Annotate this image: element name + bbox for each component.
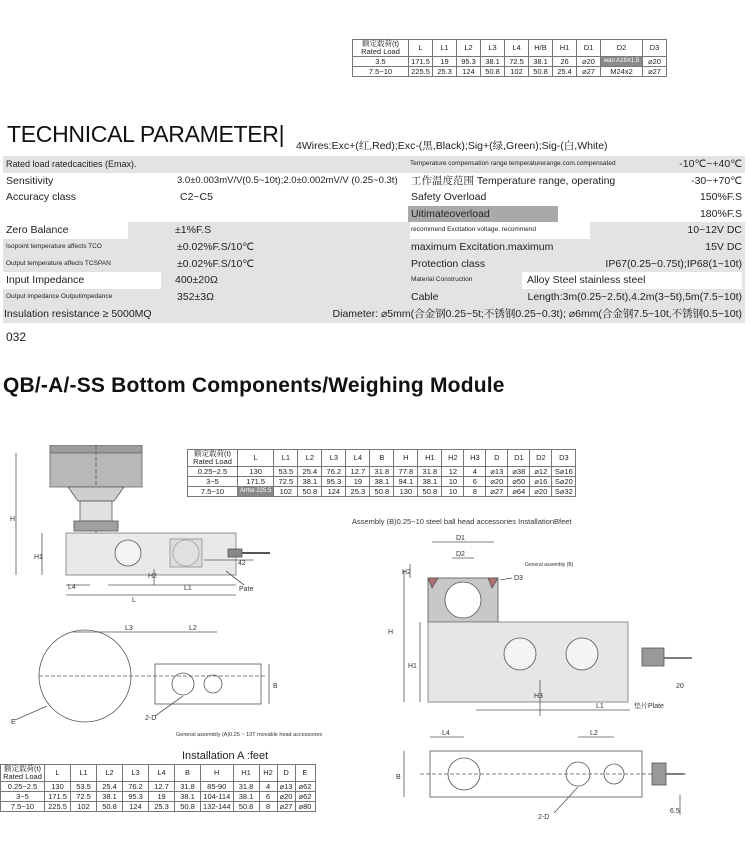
table-header-cell: L1: [274, 450, 298, 467]
dim-label-h2: H2: [148, 573, 157, 580]
table-row: [1, 782, 316, 792]
table-cell: 31.8: [175, 782, 201, 792]
table-header-cell: D3: [552, 450, 576, 467]
table-cell: 50.8: [481, 67, 505, 77]
table-cell: ⌀62: [295, 782, 315, 792]
parameter-row: [3, 306, 745, 323]
parameter-value: ±1%F.S: [175, 224, 212, 236]
parameter-row: [3, 189, 745, 206]
parameter-value-2: -10℃~+40℃: [679, 158, 742, 170]
parameter-value-2: IP67(0.25~0.75t);IP68(1~10t): [605, 258, 742, 270]
dim-label-l2-b: L2: [590, 730, 598, 737]
parameter-value-2: -30~+70℃: [691, 175, 742, 187]
parameter-label: Output temperature affects TCSPAN: [6, 260, 111, 267]
table-cell: 38.1: [233, 792, 259, 802]
table-cell: 25.4: [97, 782, 123, 792]
table-cell: 38.1: [298, 477, 322, 487]
table-cell: 225.5: [45, 802, 71, 812]
table-header-cell: H1: [418, 450, 442, 467]
table-cell: 26: [553, 57, 577, 67]
table-row: [1, 802, 316, 812]
parameter-label: Sensitivity: [6, 175, 54, 187]
table-header-cell: D: [486, 450, 508, 467]
table-cell: 38.1: [418, 477, 442, 487]
parameter-label: Input Impedance: [6, 274, 85, 286]
table-cell: 132-144: [201, 802, 234, 812]
parameter-row: [3, 239, 745, 256]
plate-label: 垫片Plate: [634, 703, 664, 710]
parameter-value: 3.0±0.003mV/V(0.5~10t);2.0±0.002mV/V (0.25~0.3t): [177, 175, 398, 186]
table-cell: 38.1: [529, 57, 553, 67]
installation-a-title: Installation A :feet: [182, 750, 269, 762]
table-cell: 104-114: [201, 792, 234, 802]
parameter-row: [3, 222, 745, 239]
general-assembly-a-note: General assembly (A)0.25 ~ 10T movable head accessories: [176, 732, 323, 738]
table-cell: 50.8: [529, 67, 553, 77]
table-cell: 50.8: [97, 802, 123, 812]
table-cell: 8: [259, 802, 277, 812]
table-cell: 0.25~2.5: [188, 467, 238, 477]
table-cell: 8: [464, 487, 486, 497]
table-cell: 4: [259, 782, 277, 792]
dim-label-2d-b: 2-D: [538, 814, 550, 821]
table-cell: ⌀80: [295, 802, 315, 812]
table-cell: 124: [457, 67, 481, 77]
table-cell: 31.8: [233, 782, 259, 792]
dim-label-42: 42: [238, 560, 246, 567]
dim-label-l4: L4: [68, 584, 76, 591]
table-cell: 94.1: [394, 477, 418, 487]
table-cell: 6: [259, 792, 277, 802]
table-cell: 72.5: [505, 57, 529, 67]
parameter-label: Output impedance Outputimpedance: [6, 293, 113, 300]
parameter-value-2: 10~12V DC: [687, 224, 742, 236]
table-cell: 50.8: [233, 802, 259, 812]
table-cell: 4: [464, 467, 486, 477]
table-header-row: [353, 40, 667, 57]
table-header-cell: 额定载荷(t) Rated Load: [353, 40, 409, 57]
table-cell: 50.8: [370, 487, 394, 497]
table-cell: 72.5: [71, 792, 97, 802]
dim-label-20: 20: [676, 683, 684, 690]
dim-label-h1: H1: [34, 554, 43, 561]
table-row: [353, 67, 667, 77]
table-cell: 130: [394, 487, 418, 497]
table-cell: 124: [123, 802, 149, 812]
table-header-cell: L: [238, 450, 274, 467]
table-cell: ⌀20: [530, 487, 552, 497]
dim-label-h1-b: H1: [408, 663, 417, 670]
parameter-row: [3, 173, 745, 190]
table-header-cell: H: [201, 765, 234, 782]
parameter-label-2: Temperature compensation range temperaturerange.com.compensated: [410, 160, 616, 167]
parameter-label: Accuracy class: [6, 191, 77, 203]
table-cell: 25.3: [149, 802, 175, 812]
general-assembly-b-note: General assembly (B): [525, 562, 574, 568]
table-cell: 171.5: [409, 57, 433, 67]
dim-label-e: E: [11, 719, 16, 726]
table-header-cell: B: [175, 765, 201, 782]
table-header-cell: H1: [553, 40, 577, 57]
parameter-value: 400±20Ω: [175, 274, 218, 286]
table-cell: 95.3: [457, 57, 481, 67]
parameter-value-2: 15V DC: [705, 241, 742, 253]
table-header-cell: D: [277, 765, 295, 782]
table-cell: 3.5: [353, 57, 409, 67]
table-header-cell: E: [295, 765, 315, 782]
parameter-label: Insulation resistance ≥ 5000MQ: [4, 308, 152, 320]
table-cell: 102: [274, 487, 298, 497]
table-cell: 25.4: [298, 467, 322, 477]
technical-parameter-title: TECHNICAL PARAMETER|: [7, 121, 285, 147]
dim-label-h-b: H: [388, 629, 394, 636]
table-header-cell: L3: [123, 765, 149, 782]
assembly-b-note: Assembly (B)0.25~10 steel ball head accessories InstallationBfeet: [352, 517, 572, 526]
table-header-cell: H: [394, 450, 418, 467]
table-cell: ⌀16: [530, 477, 552, 487]
parameter-label-2: Protection class: [411, 258, 486, 270]
table-header-cell: L2: [457, 40, 481, 57]
installation-a-table: [0, 764, 316, 812]
table-cell: 50.8: [298, 487, 322, 497]
parameter-value: 352±3Ω: [177, 291, 214, 303]
table-cell: ⌀20: [577, 57, 601, 67]
parameter-value-2: 150%F.S: [699, 191, 742, 203]
parameter-row: [3, 206, 745, 223]
table-cell: 72.5: [274, 477, 298, 487]
dim-label-l4-b: L4: [442, 730, 450, 737]
table-cell: ⌀27: [486, 487, 508, 497]
table-cell: 19: [149, 792, 175, 802]
pate-label: Pate: [239, 586, 254, 593]
mount-cone: [68, 487, 124, 501]
table-header-cell: L1: [71, 765, 97, 782]
table-cell: 53.5: [274, 467, 298, 477]
table-cell: ⌀13: [277, 782, 295, 792]
table-cell: 25.4: [553, 67, 577, 77]
table-header-cell: 额定载荷(t) Rated Load: [1, 765, 45, 782]
dim-label-h2-b: H2: [402, 569, 411, 576]
wiring-description: 4Wires:Exc+(红,Red);Exc-(黑,Black);Sig+(绿,Green);Sig-(白,White): [296, 140, 608, 152]
table-cell: ⌀27: [577, 67, 601, 77]
table-cell: 38.1: [97, 792, 123, 802]
table-header-cell: H2: [442, 450, 464, 467]
table-cell: ⌀50: [508, 477, 530, 487]
module-title: QB/-A/-SS Bottom Components/Weighing Module: [3, 374, 505, 397]
dim-label-h: H: [10, 516, 16, 523]
table-header-cell: H/B: [529, 40, 553, 57]
table-cell: ⌀62: [295, 792, 315, 802]
table-header-cell: L: [409, 40, 433, 57]
table-cell: 19: [346, 477, 370, 487]
dim-label-l: L: [132, 597, 136, 604]
table-cell: 130: [238, 467, 274, 477]
parameter-label-2: Diameter: ⌀5mm(合金钢0.25~5t;不锈钢0.25~0.3t); ⌀6mm(合金钢7.5~10t,不锈钢0.5~10t): [332, 308, 742, 320]
dim-label-d1: D1: [456, 535, 465, 542]
dim-label-h3-b: H3: [534, 693, 543, 700]
table-header-cell: L4: [346, 450, 370, 467]
table-header-cell: B: [370, 450, 394, 467]
parameter-label: Rated load ratedcacities (Emax).: [6, 159, 137, 169]
table-cell: 102: [71, 802, 97, 812]
table-header-cell: L2: [298, 450, 322, 467]
table-cell: 85-90: [201, 782, 234, 792]
table-header-cell: D2: [530, 450, 552, 467]
table-cell: 12.7: [346, 467, 370, 477]
table-cell: 25.3: [433, 67, 457, 77]
parameter-value-2: Length:3m(0.25~2.5t),4.2m(3~5t),5m(7.5~10t): [527, 291, 742, 303]
parameter-value: C2~C5: [180, 191, 213, 203]
table-cell: ⌀20: [486, 477, 508, 487]
table-header-cell: L1: [433, 40, 457, 57]
table-cell: S⌀20: [552, 477, 576, 487]
table-cell: 130: [45, 782, 71, 792]
table-cell: ⌀20: [277, 792, 295, 802]
parameter-row: [3, 256, 745, 273]
dim-label-l3: L3: [125, 625, 133, 632]
table-header-cell: H1: [233, 765, 259, 782]
table-cell: 10: [442, 487, 464, 497]
table-cell: 171.5: [45, 792, 71, 802]
dim-label-65: 6.5: [670, 808, 680, 815]
table-header-cell: D1: [577, 40, 601, 57]
table-cell: 6: [464, 477, 486, 487]
table-cell: 171.5: [238, 477, 274, 487]
table-cell: S⌀32: [552, 487, 576, 497]
dim-label-l1: L1: [184, 585, 192, 592]
table-cell: 31.8: [418, 467, 442, 477]
load-cell-beam: [66, 533, 236, 575]
beam-top-view: [155, 664, 261, 704]
table-cell: 76.2: [322, 467, 346, 477]
table-row: [353, 57, 667, 67]
table-header-cell: L2: [97, 765, 123, 782]
table-cell: 31.8: [370, 467, 394, 477]
dim-label-d3: D3: [514, 575, 523, 582]
table-cell: 0.25~2.5: [1, 782, 45, 792]
table-cell: 7.5~10: [353, 67, 409, 77]
table-cell: 77.8: [394, 467, 418, 477]
table-header-row: [1, 765, 316, 782]
table-header-cell: L3: [481, 40, 505, 57]
table-cell: 50.8: [175, 802, 201, 812]
table-cell: wan A18X1.5: [601, 57, 643, 67]
dim-label-b-b: B: [396, 774, 401, 781]
table-cell: 124: [322, 487, 346, 497]
table-cell: ⌀27: [643, 67, 667, 77]
table-cell: 53.5: [71, 782, 97, 792]
table-header-cell: L3: [322, 450, 346, 467]
parameter-row: [3, 156, 745, 173]
table-header-cell: D1: [508, 450, 530, 467]
drawing-top-view-b: [390, 725, 700, 825]
table-cell: 19: [433, 57, 457, 67]
table-header-cell: L4: [149, 765, 175, 782]
parameter-value-2: Alloy Steel stainless steel: [527, 274, 646, 286]
parameter-label-2: Uitimateoverload: [411, 208, 490, 220]
table-cell: 12: [442, 467, 464, 477]
table-cell: 95.3: [123, 792, 149, 802]
table-cell: 50.8: [418, 487, 442, 497]
table-header-cell: H3: [464, 450, 486, 467]
table-row: [1, 792, 316, 802]
parameter-value: ±0.02%F.S/10℃: [177, 241, 255, 253]
drawing-top-view-a: [5, 620, 285, 728]
table-cell: ⌀12: [530, 467, 552, 477]
parameter-label: Isopoint temperature affects TCO: [6, 243, 102, 250]
table-cell: 76.2: [123, 782, 149, 792]
table-cell: 7.5~10: [1, 802, 45, 812]
table-cell: 38.1: [370, 477, 394, 487]
parameter-row: [3, 289, 745, 306]
table-cell: 38.1: [175, 792, 201, 802]
table-cell: M24x2: [601, 67, 643, 77]
dim-label-2d: 2-D: [145, 715, 157, 722]
table-cell: 95.3: [322, 477, 346, 487]
table-cell: ⌀27: [277, 802, 295, 812]
table-cell: S⌀16: [552, 467, 576, 477]
dim-label-l1-b: L1: [596, 703, 604, 710]
parameter-row: [3, 272, 745, 289]
table-cell: ⌀13: [486, 467, 508, 477]
parameter-label-2: 工作温度范围 Temperature range, operating: [411, 175, 616, 187]
parameter-value-2: 180%F.S: [699, 208, 742, 220]
parameter-label-2: Cable: [411, 291, 439, 303]
parameter-label-2: maximum Excitation.maximum: [411, 241, 554, 253]
table-header-cell: D3: [643, 40, 667, 57]
table-cell: ⌀64: [508, 487, 530, 497]
parameter-label-2: Material Construction: [411, 276, 473, 283]
table-cell: 12.7: [149, 782, 175, 792]
parameter-label: Zero Balance: [6, 224, 69, 236]
table-cell: 38.1: [481, 57, 505, 67]
table-cell: 25.3: [346, 487, 370, 497]
table-cell: 225.5: [409, 67, 433, 77]
table-header-cell: 额定载荷(t) Rated Load: [188, 450, 238, 467]
table-cell: 7.5~10: [188, 487, 238, 497]
table-header-cell: L4: [505, 40, 529, 57]
table-header-cell: H2: [259, 765, 277, 782]
top-dimension-table: [352, 39, 667, 77]
table-cell: ⌀38: [508, 467, 530, 477]
table-cell: Arrbe 225.5: [238, 487, 274, 497]
table-header-cell: D2: [601, 40, 643, 57]
parameter-label-2: recommend Excitation voltage. recommend: [411, 226, 537, 233]
table-header-cell: L: [45, 765, 71, 782]
dim-label-l2: L2: [189, 625, 197, 632]
table-cell: ⌀20: [643, 57, 667, 67]
drawing-side-view-a: [8, 445, 288, 605]
page-number: 032: [6, 330, 27, 344]
dim-label-b: B: [273, 683, 278, 690]
table-cell: 10: [442, 477, 464, 487]
table-cell: 3~5: [1, 792, 45, 802]
dim-label-d2: D2: [456, 551, 465, 558]
parameter-label-2: Safety Overload: [411, 191, 487, 203]
table-cell: 3~5: [188, 477, 238, 487]
drawing-side-view-b: [380, 530, 700, 730]
parameter-value: ±0.02%F.S/10℃: [177, 258, 255, 270]
table-cell: 102: [505, 67, 529, 77]
